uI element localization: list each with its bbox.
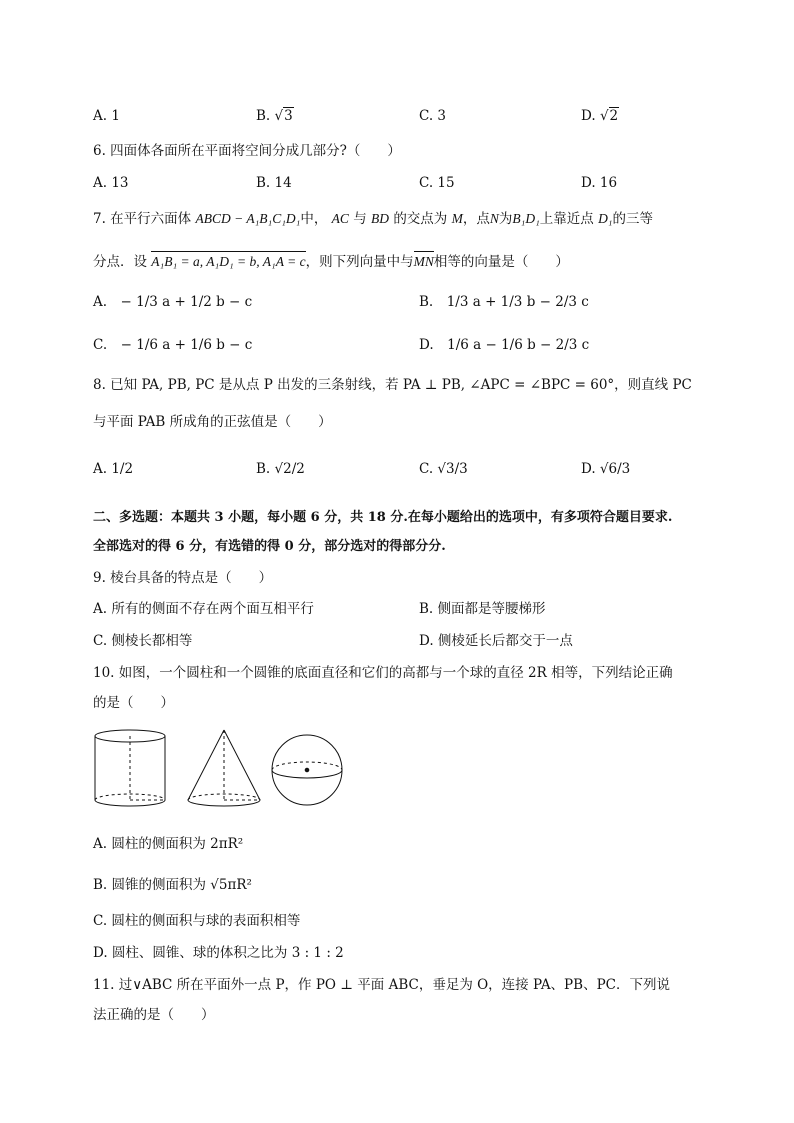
vector-mn: MN — [413, 254, 434, 269]
section2-instructions-line1: 二、多选题：本题共 3 小题，每小题 6 分，共 18 分.在每小题给出的选项中，有多项符合题目要求. — [93, 510, 673, 525]
q11-stem-line2: 法正确的是（ ） — [93, 1007, 215, 1023]
q5-option-d[interactable] — [581, 107, 619, 125]
q6-option-a[interactable]: A. 13 — [93, 175, 129, 191]
q9-option-d[interactable]: D. 侧棱延长后都交于一点 — [419, 633, 573, 649]
q5-option-b-label: B. — [256, 108, 271, 124]
sqrt-3: √3 — [274, 108, 293, 124]
q5-option-a[interactable]: A. 1 — [93, 108, 120, 124]
cylinder-figure — [95, 730, 165, 806]
q9-option-b[interactable]: B. 侧面都是等腰梯形 — [419, 601, 546, 617]
q8-option-c[interactable]: C. √3/3 — [419, 461, 468, 477]
q11-stem-line1: 11. 过∨ABC 所在平面外一点 P，作 PO ⊥ 平面 ABC，垂足为 O，连接 PA、PB、PC．下列说 — [93, 977, 670, 993]
sphere-figure — [272, 735, 342, 805]
q8-option-a[interactable]: A. 1/2 — [93, 461, 134, 477]
q6-option-b[interactable]: B. 14 — [256, 175, 292, 191]
q6-option-d[interactable]: D. 16 — [581, 175, 618, 191]
q7-vector-defs: A₁B₁ = a, A₁D₁ = b, A₁A = c — [151, 254, 306, 269]
q7-option-b[interactable]: B. 1/3 a + 1/3 b − 2/3 c — [419, 294, 589, 310]
q6-stem: 6. 四面体各面所在平面将空间分成几部分?（ ） — [93, 143, 401, 159]
q9-option-a[interactable]: A. 所有的侧面不存在两个面互相平行 — [93, 601, 314, 617]
q8-option-d[interactable]: D. √6/3 — [581, 461, 631, 477]
q9-stem: 9. 棱台具备的特点是（ ） — [93, 570, 273, 586]
q8-stem-line2: 与平面 PAB 所成角的正弦值是（ ） — [93, 414, 332, 430]
cone-figure — [188, 730, 260, 806]
sqrt-2: √2 — [599, 108, 619, 124]
q7-stem-line2: 分点．设 A₁B₁ = a, A₁D₁ = b, A₁A = c，则下列向量中与MN相等的向量是（ ） — [93, 254, 569, 270]
q6-option-c[interactable]: C. 15 — [419, 175, 455, 191]
q7-option-a[interactable]: A. − 1/3 a + 1/2 b − c — [93, 294, 253, 310]
q10-option-b[interactable]: B. 圆锥的侧面积为 √5πR² — [93, 877, 252, 893]
q10-option-c[interactable]: C. 圆柱的侧面积与球的表面积相等 — [93, 913, 301, 929]
q8-option-b[interactable]: B. √2/2 — [256, 461, 305, 477]
q5-option-c[interactable]: C. 3 — [419, 108, 447, 124]
q10-stem-line1: 10. 如图，一个圆柱和一个圆锥的底面直径和它们的高都与一个球的直径 2R 相等，下列结论正确 — [93, 665, 673, 681]
q8-stem-line1: 8. 已知 PA, PB, PC 是从点 P 出发的三条射线，若 PA ⊥ PB, ∠APC = ∠BPC = 60°，则直线 PC — [93, 377, 692, 393]
section2-instructions-line2: 全部选对的得 6 分，有选错的得 0 分，部分选对的得部分分. — [93, 539, 446, 554]
q10-stem-line2: 的是（ ） — [93, 695, 174, 711]
q10-figure — [88, 724, 348, 814]
q9-option-c[interactable]: C. 侧棱长都相等 — [93, 633, 193, 649]
q5-option-d-label: D. — [581, 108, 596, 124]
q7-option-d[interactable]: D. 1/6 a − 1/6 b − 2/3 c — [419, 337, 590, 353]
q10-option-d[interactable]: D. 圆柱、圆锥、球的体积之比为 3 : 1 : 2 — [93, 945, 344, 961]
q5-option-b[interactable] — [256, 107, 294, 125]
q10-option-a[interactable]: A. 圆柱的侧面积为 2πR² — [93, 836, 244, 852]
q7-stem-line1: 7. 在平行六面体 ABCD − A₁B₁C₁D₁中， AC 与 BD 的交点为 M，点N为B₁D₁上靠近点 D₁的三等 — [93, 211, 654, 227]
q7-option-c[interactable]: C. − 1/6 a + 1/6 b − c — [93, 337, 253, 353]
